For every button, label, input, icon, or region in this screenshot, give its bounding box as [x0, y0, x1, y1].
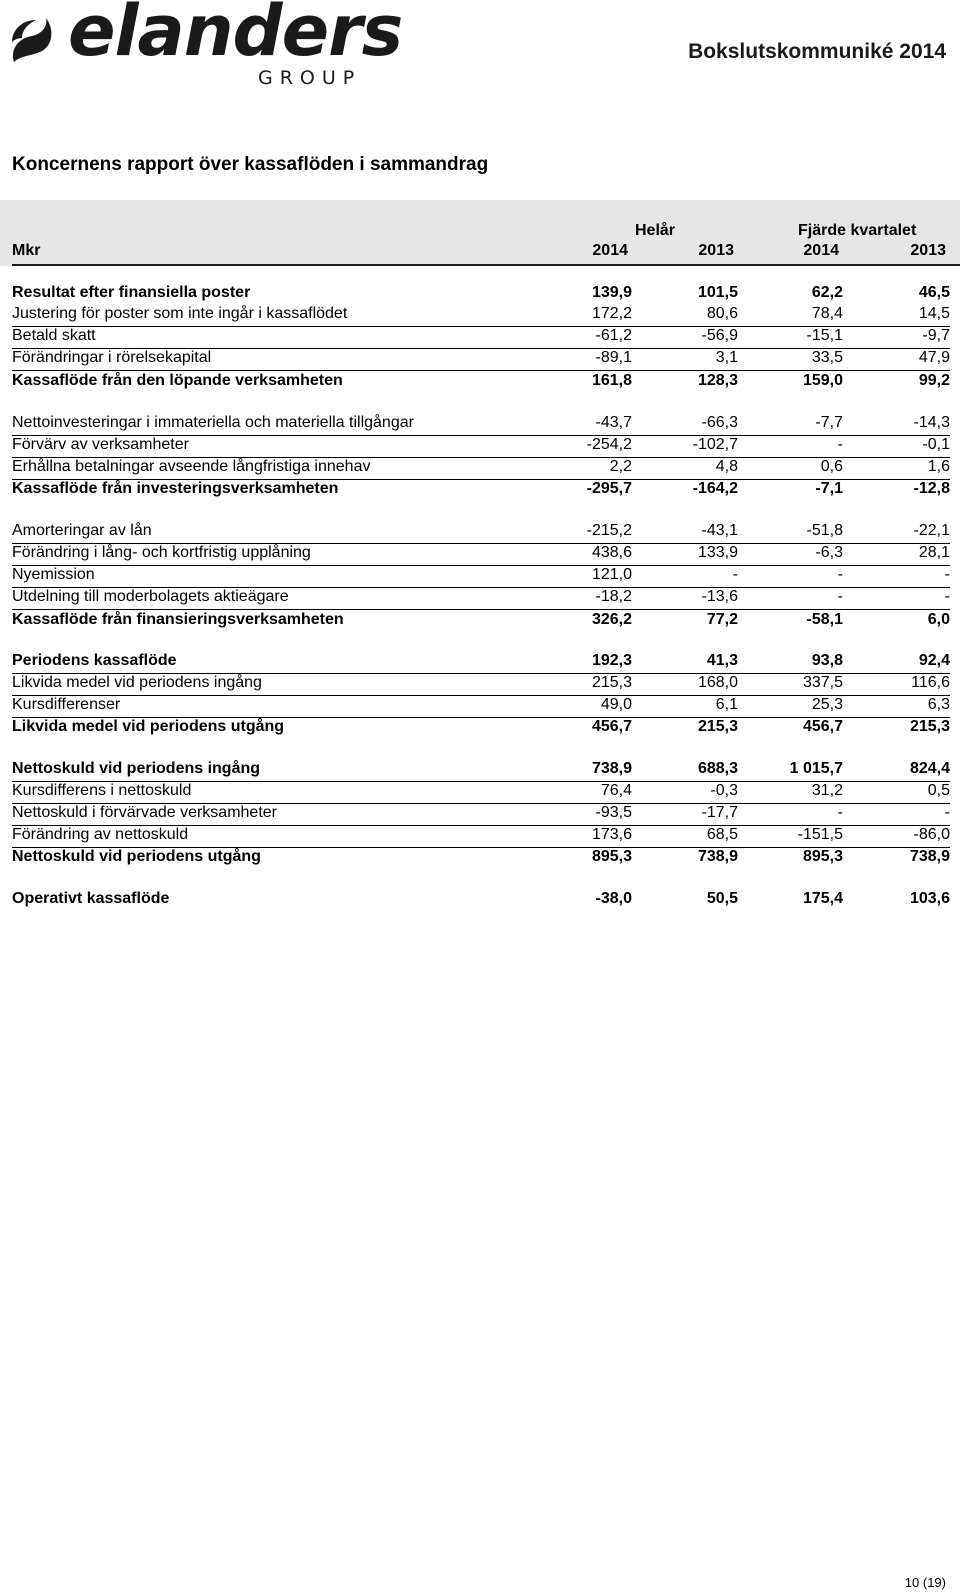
table-row	[12, 371, 950, 393]
table-row	[12, 847, 950, 869]
cell-fullyear-2013: 3,1	[715, 349, 738, 366]
row-label: Förvärv av verksamheter	[12, 436, 189, 453]
cell-quarter-2013: -9,7	[922, 327, 950, 344]
cell-fullyear-2013: -66,3	[701, 414, 738, 431]
table-row	[12, 457, 950, 480]
logo-mark-icon	[8, 16, 56, 66]
cell-quarter-2014: -7,1	[815, 480, 843, 497]
table-row	[12, 521, 950, 544]
cell-quarter-2013: 92,4	[918, 652, 950, 669]
cell-quarter-2013: 824,4	[909, 760, 950, 777]
column-header-fullyear-2013: 2013	[698, 242, 734, 259]
cell-quarter-2013: -14,3	[913, 414, 950, 431]
cell-quarter-2014: -	[837, 804, 843, 821]
row-label: Nettoinvesteringar i immateriella och materiella tillgångar	[12, 414, 414, 431]
cell-fullyear-2013: 738,9	[697, 848, 738, 865]
table-row	[12, 479, 950, 501]
cell-quarter-2014: -15,1	[806, 327, 843, 344]
cell-quarter-2014: -51,8	[806, 522, 843, 539]
page-number: 10 (19)	[904, 1575, 946, 1590]
table-row	[12, 348, 950, 371]
row-label: Amorteringar av lån	[12, 522, 152, 539]
table-row	[12, 435, 950, 458]
row-label: Likvida medel vid periodens ingång	[12, 674, 262, 691]
row-label: Nettoskuld vid periodens ingång	[12, 760, 261, 777]
cell-fullyear-2013: 41,3	[706, 652, 738, 669]
cell-fullyear-2013: -164,2	[692, 480, 738, 497]
row-label: Erhållna betalningar avseende långfristiga innehav	[12, 458, 371, 475]
cell-quarter-2013: -86,0	[913, 826, 950, 843]
cell-quarter-2013: 6,0	[927, 611, 950, 628]
row-label: Kursdifferenser	[12, 696, 121, 713]
cell-quarter-2013: 6,3	[927, 696, 950, 713]
cell-fullyear-2014: -43,7	[595, 414, 632, 431]
cell-quarter-2013: 99,2	[918, 372, 950, 389]
column-header-quarter-2013: 2013	[910, 242, 946, 259]
cell-fullyear-2013: 215,3	[697, 718, 738, 735]
table-row	[12, 673, 950, 696]
table-row	[12, 565, 950, 588]
cell-quarter-2014: 1 015,7	[789, 760, 843, 777]
cell-quarter-2013: -	[944, 566, 950, 583]
cell-fullyear-2014: 192,3	[591, 652, 632, 669]
cell-fullyear-2014: 161,8	[591, 372, 632, 389]
cell-quarter-2013: 47,9	[918, 349, 950, 366]
row-label: Nettoskuld vid periodens utgång	[12, 848, 261, 865]
table-row	[12, 889, 950, 911]
logo-group-text: GROUP	[258, 67, 362, 89]
cell-quarter-2013: -	[944, 804, 950, 821]
cell-quarter-2013: 738,9	[909, 848, 950, 865]
row-label: Kursdifferens i nettoskuld	[12, 782, 192, 799]
table-row	[12, 781, 950, 804]
cell-fullyear-2013: 688,3	[697, 760, 738, 777]
row-label: Nyemission	[12, 566, 95, 583]
cell-fullyear-2014: 215,3	[591, 674, 632, 691]
cell-fullyear-2014: 326,2	[591, 611, 632, 628]
cell-fullyear-2014: 895,3	[591, 848, 632, 865]
table-row	[12, 304, 950, 327]
cell-fullyear-2014: 456,7	[591, 718, 632, 735]
row-label: Betald skatt	[12, 327, 96, 344]
cell-quarter-2013: 103,6	[909, 890, 950, 907]
table-header	[0, 200, 960, 266]
cell-quarter-2014: 895,3	[802, 848, 843, 865]
cell-fullyear-2013: -56,9	[701, 327, 738, 344]
cell-quarter-2013: -0,1	[922, 436, 950, 453]
cell-fullyear-2014: 139,9	[591, 284, 632, 301]
cell-quarter-2013: -22,1	[913, 522, 950, 539]
cell-quarter-2014: 31,2	[811, 782, 843, 799]
cell-quarter-2014: 62,2	[811, 284, 843, 301]
cell-fullyear-2014: -18,2	[595, 588, 632, 605]
row-label: Kassaflöde från den löpande verksamheten	[12, 372, 343, 389]
table-row	[12, 326, 950, 349]
cell-fullyear-2013: -43,1	[701, 522, 738, 539]
cell-quarter-2014: -58,1	[806, 611, 843, 628]
document-title: Bokslutskommuniké 2014	[688, 40, 946, 63]
cell-fullyear-2013: 80,6	[706, 305, 738, 322]
cell-quarter-2014: 33,5	[811, 349, 843, 366]
cell-fullyear-2013: 101,5	[697, 284, 738, 301]
cell-quarter-2013: 1,6	[927, 458, 950, 475]
cell-quarter-2014: 175,4	[802, 890, 843, 907]
cell-quarter-2014: -	[837, 566, 843, 583]
table-row	[12, 651, 950, 674]
row-label: Periodens kassaflöde	[12, 652, 177, 669]
cell-quarter-2014: -6,3	[815, 544, 843, 561]
cell-fullyear-2013: 6,1	[715, 696, 738, 713]
cell-quarter-2014: 93,8	[811, 652, 843, 669]
cell-quarter-2013: -	[944, 588, 950, 605]
table-row	[12, 825, 950, 848]
table-row	[12, 695, 950, 718]
unit-label: Mkr	[12, 242, 41, 259]
cell-fullyear-2013: -	[732, 566, 738, 583]
cell-quarter-2013: 0,5	[927, 782, 950, 799]
column-header-fullyear-2014: 2014	[592, 242, 628, 259]
cell-fullyear-2013: 68,5	[706, 826, 738, 843]
row-label: Likvida medel vid periodens utgång	[12, 718, 285, 735]
cell-quarter-2014: -151,5	[797, 826, 843, 843]
cell-quarter-2014: -7,7	[815, 414, 843, 431]
row-label: Kassaflöde från finansieringsverksamheten	[12, 611, 344, 628]
row-label: Kassaflöde från investeringsverksamheten	[12, 480, 339, 497]
table-row	[12, 759, 950, 782]
cell-quarter-2014: 25,3	[811, 696, 843, 713]
cell-fullyear-2014: -295,7	[586, 480, 632, 497]
cell-fullyear-2013: -13,6	[701, 588, 738, 605]
cell-fullyear-2014: -38,0	[595, 890, 632, 907]
cell-fullyear-2014: 2,2	[609, 458, 632, 475]
table-row	[12, 610, 950, 632]
cell-fullyear-2014: 738,9	[591, 760, 632, 777]
row-label: Utdelning till moderbolagets aktieägare	[12, 588, 289, 605]
table-row	[12, 283, 950, 305]
row-label: Nettoskuld i förvärvade verksamheter	[12, 804, 277, 821]
cell-fullyear-2014: -215,2	[586, 522, 632, 539]
table-row	[12, 717, 950, 739]
cell-fullyear-2013: 128,3	[697, 372, 738, 389]
cell-quarter-2013: 14,5	[918, 305, 950, 322]
cell-quarter-2014: 456,7	[802, 718, 843, 735]
cell-quarter-2013: 28,1	[918, 544, 950, 561]
row-label: Förändring i lång- och kortfristig upplåning	[12, 544, 311, 561]
row-label: Justering för poster som inte ingår i kassaflödet	[12, 305, 348, 322]
cell-fullyear-2013: 133,9	[697, 544, 738, 561]
cell-fullyear-2014: 49,0	[600, 696, 632, 713]
row-label: Resultat efter finansiella poster	[12, 284, 251, 301]
cell-fullyear-2014: 76,4	[600, 782, 632, 799]
cell-fullyear-2013: -17,7	[701, 804, 738, 821]
cell-fullyear-2013: 168,0	[697, 674, 738, 691]
report-title: Koncernens rapport över kassaflöden i sammandrag	[12, 154, 489, 175]
cell-fullyear-2013: 4,8	[715, 458, 738, 475]
cell-quarter-2013: -12,8	[913, 480, 950, 497]
cell-fullyear-2014: -89,1	[595, 349, 632, 366]
elanders-logo	[6, 0, 403, 100]
table-row	[12, 803, 950, 826]
header-divider	[12, 264, 960, 266]
table-row	[12, 587, 950, 610]
cell-fullyear-2014: 438,6	[591, 544, 632, 561]
column-header-quarter-2014: 2014	[803, 242, 839, 259]
row-label: Operativt kassaflöde	[12, 890, 170, 907]
cell-quarter-2013: 116,6	[911, 674, 950, 691]
cell-fullyear-2014: -254,2	[586, 436, 632, 453]
table-row	[12, 543, 950, 566]
cell-fullyear-2014: 121,0	[591, 566, 632, 583]
cell-quarter-2014: -	[837, 588, 843, 605]
cell-fullyear-2014: -93,5	[595, 804, 632, 821]
row-label: Förändring av nettoskuld	[12, 826, 189, 843]
cell-quarter-2014: 337,5	[802, 674, 843, 691]
cell-quarter-2013: 46,5	[918, 284, 950, 301]
cell-quarter-2014: -	[837, 436, 843, 453]
row-label: Förändringar i rörelsekapital	[12, 349, 212, 366]
cell-fullyear-2014: 172,2	[591, 305, 632, 322]
cell-quarter-2014: 0,6	[820, 458, 843, 475]
cell-fullyear-2013: 50,5	[706, 890, 738, 907]
cell-fullyear-2013: 77,2	[706, 611, 738, 628]
group-quarter-label: Fjärde kvartalet	[798, 222, 917, 239]
group-fullyear-label: Helår	[635, 222, 676, 239]
logo-wordmark: elanders	[68, 0, 403, 72]
table-row	[12, 413, 950, 436]
cell-quarter-2014: 159,0	[802, 372, 843, 389]
cell-fullyear-2014: 173,6	[591, 826, 632, 843]
cell-quarter-2014: 78,4	[811, 305, 843, 322]
cell-fullyear-2014: -61,2	[595, 327, 632, 344]
cell-fullyear-2013: -0,3	[710, 782, 738, 799]
cell-fullyear-2013: -102,7	[692, 436, 738, 453]
cell-quarter-2013: 215,3	[909, 718, 950, 735]
